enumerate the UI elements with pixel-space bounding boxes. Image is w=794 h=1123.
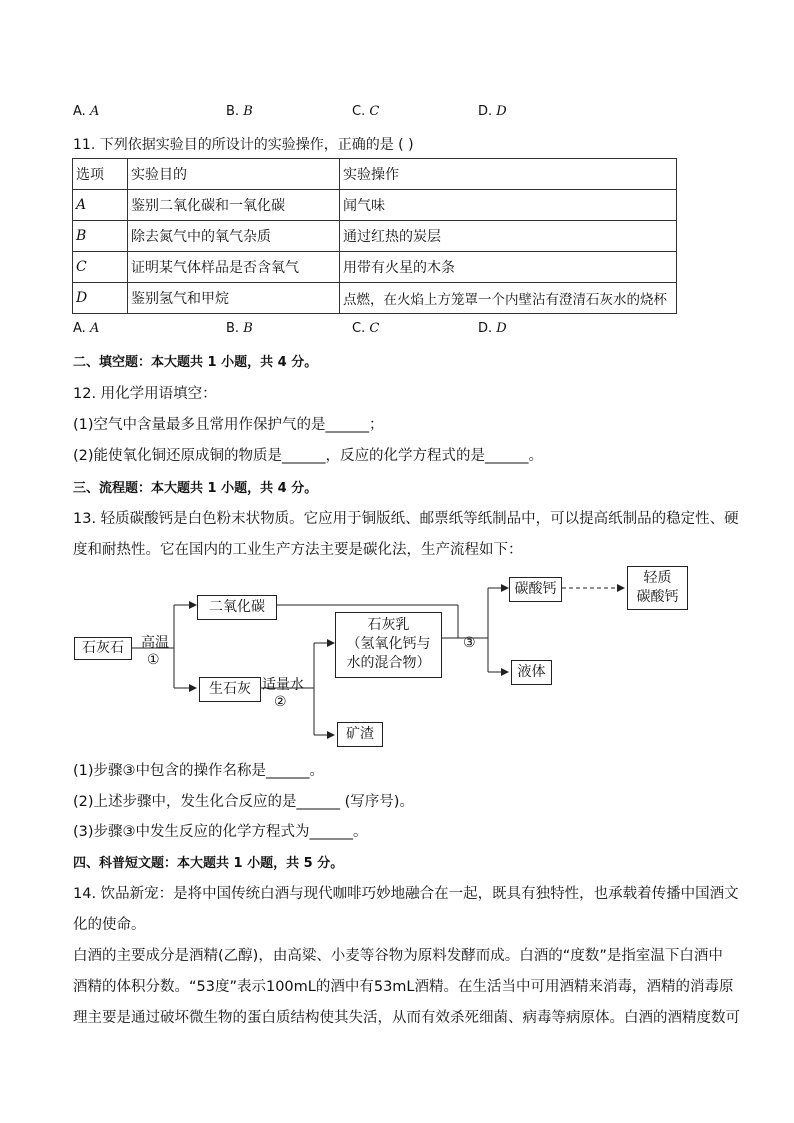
section-heading-3: 三、流程题：本大题共 1 小题，共 4 分。 [73,481,318,496]
q13-stem-line-2: 度和耐热性。它在国内的工业生产方法主要是碳化法，生产流程如下： [73,542,523,558]
q14-line-2: 化的使命。 [73,917,146,933]
q13-part-3: (3)步骤③中发生反应的化学方程式为______。 [73,824,368,840]
light-caco3-line-2: 碳酸钙 [636,589,679,605]
section-heading-2: 二、填空题：本大题共 1 小题，共 4 分。 [73,355,318,370]
table-cell: D [73,283,128,314]
flow-label-water: 适量水 [262,677,304,693]
q10-option-c: C. C [352,104,380,119]
q13-part-1: (1)步骤③中包含的操作名称是______。 [73,763,325,779]
table-cell: 鉴别氢气和甲烷 [128,283,340,314]
table-cell: 除去氮气中的氧气杂质 [128,221,340,252]
q10-option-a: A. A [73,104,100,119]
table-cell: B [73,221,128,252]
table-cell: 用带有火星的木条 [340,252,677,283]
header-cell: 实验目的 [128,159,340,190]
q12-part-1: (1)空气中含量最多且常用作保护气的是______； [73,417,384,433]
q11-option-b: B. B [226,321,253,336]
q14-line-3: 白酒的主要成分是酒精(乙醇)，由高粱、小麦等谷物为原料发酵而成。白酒的“度数”是指室温下白酒中 [73,948,723,964]
flow-box-co2: 二氧化碳 [197,595,277,620]
table-cell: 闻气味 [340,190,677,221]
table-cell: 证明某气体样品是否含氧气 [128,252,340,283]
q10-option-d: D. D [478,104,507,119]
flow-step-3-marker: ③ [463,635,476,651]
flow-step-1-marker: ① [147,652,160,668]
flow-box-caco3: 碳酸钙 [509,577,562,602]
table-cell: C [73,252,128,283]
table-cell: A [73,190,128,221]
q11-option-a: A. A [73,321,100,336]
table-cell: 鉴别二氧化碳和一氧化碳 [128,190,340,221]
flow-box-residue: 矿渣 [337,722,383,747]
q13-part-2: (2)上述步骤中，发生化合反应的是______ (写序号)。 [73,794,414,810]
q14-line-5: 理主要是通过破坏微生物的蛋白质结构使其失活，从而有效杀死细菌、病毒等病原体。白酒的酒精度数可 [73,1010,740,1026]
q12-stem: 12. 用化学用语填空： [73,386,217,402]
flow-box-limestone: 石灰石 [74,637,132,660]
lime-milk-line-1: 石灰乳 [367,617,410,633]
q13-stem-line-1: 13. 轻质碳酸钙是白色粉末状物质。它应用于铜版纸、邮票纸等纸制品中，可以提高纸制品的稳定性、硬 [73,511,739,527]
flow-box-lime-milk [335,612,442,678]
q11-stem: 11. 下列依据实验目的所设计的实验操作，正确的是 ( ) [73,137,414,153]
table-cell: 点燃，在火焰上方笼罩一个内壁沾有澄清石灰水的烧杯 [340,283,677,314]
lime-milk-line-2: （氢氧化钙与 [346,636,431,652]
flow-box-light-caco3 [627,566,688,610]
header-cell: 实验操作 [340,159,677,190]
section-heading-4: 四、科普短文题：本大题共 1 小题，共 5 分。 [73,856,344,871]
q10-option-b: B. B [226,104,253,119]
flow-label-high-temp: 高温 [141,635,169,651]
header-cell: 选项 [73,159,128,190]
lime-milk-line-3: 水的混合物） [346,655,431,671]
q11-option-d: D. D [478,321,507,336]
q12-part-2: (2)能使氧化铜还原成铜的物质是______，反应的化学方程式的是______。 [73,448,544,464]
q11-option-c: C. C [352,321,380,336]
table-cell: 通过红热的炭层 [340,221,677,252]
q14-line-1: 14. 饮品新宠：是将中国传统白酒与现代咖啡巧妙地融合在一起，既具有独特性，也承载着传播中国酒文 [73,886,739,902]
q14-line-4: 酒精的体积分数。“53度”表示100mL的酒中有53mL酒精。在生活当中可用酒精来消毒，酒精的消毒原 [73,979,734,995]
flow-step-2-marker: ② [274,694,287,710]
light-caco3-line-1: 轻质 [643,570,672,586]
flow-box-liquid: 液体 [511,660,552,685]
flow-box-quicklime: 生石灰 [199,677,261,702]
